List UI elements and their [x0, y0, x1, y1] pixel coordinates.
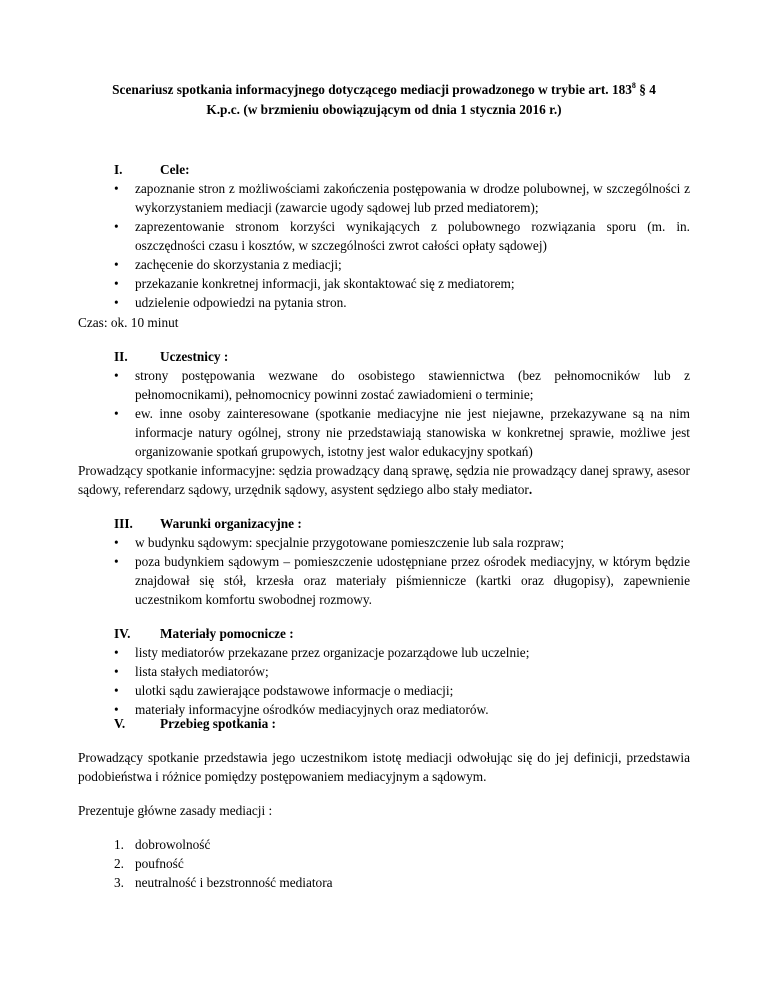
prowadzacy-text: Prowadzący spotkanie informacyjne: sędzia prowadzący daną sprawę, sędzia nie prowadzący danej sprawy, asesor sądowy, referendarz sądowy, urzędnik sądowy, asystent sędziego albo stały mediator. — [78, 463, 690, 497]
list-item: • materiały informacyjne ośrodków mediacyjnych oraz mediatorów. — [78, 700, 690, 719]
list-item: • poza budynkiem sądowym – pomieszczenie udostępniane przez ośrodek mediacyjny, w którym będzie znajdował się stół, krzesła oraz materiały piśmiennicze (kartki oraz długopisy), zapewnienie uczestnikom komfortu swobodnej rozmowy. — [78, 552, 690, 609]
list-item: • zaprezentowanie stronom korzyści wynikających z polubownego rozwiązania sporu (m. in. oszczędności czasu i kosztów, w szczególności zwrot całości opłaty sądowej) — [78, 217, 690, 255]
bullet-list — [78, 179, 690, 312]
section-title: Cele: — [160, 162, 190, 177]
document-title — [78, 80, 690, 120]
section-warunki — [78, 514, 690, 609]
section-number: I. — [114, 162, 123, 177]
title-superscript: 8 — [631, 81, 636, 90]
zasady-intro-text: Prezentuje główne zasady mediacji : — [78, 803, 273, 818]
section-title: Materiały pomocnicze : — [160, 626, 294, 641]
section-heading — [78, 714, 690, 733]
list-item: 1. dobrowolność — [114, 837, 211, 852]
list-item: • przekazanie konkretnej informacji, jak skontaktować się z mediatorem; — [78, 274, 690, 293]
list-item: • w budynku sądowym: specjalnie przygotowane pomieszczenie lub sala rozpraw; — [78, 533, 690, 552]
section-number: III. — [114, 516, 133, 531]
list-item: • udzielenie odpowiedzi na pytania stron. — [78, 293, 690, 312]
list-item: • ew. inne osoby zainteresowane (spotkanie mediacyjne nie jest niejawne, przekazywane są na nim informacje natury ogólnej, strony nie przedstawiają stanowiska w konkretnej sprawie, możliwe jest organizowanie spotkań grupowych, istotny jest walor edukacyjny spotkań) — [78, 404, 690, 461]
section-heading — [78, 624, 690, 643]
list-item: • lista stałych mediatorów; — [78, 662, 690, 681]
title-line-2: K.p.c. (w brzmieniu obowiązującym od dnia 1 stycznia 2016 r.) — [206, 102, 562, 117]
section-heading — [78, 160, 690, 179]
section-title: Warunki organizacyjne : — [160, 516, 302, 531]
section-number: V. — [114, 716, 126, 731]
title-line-1: Scenariusz spotkania informacyjnego dotyczącego mediacji prowadzonego w trybie art. $183^8$ § 4 — [112, 81, 656, 97]
section-title: Przebieg spotkania : — [160, 716, 276, 731]
czas-text: Czas: ok. 10 minut — [78, 315, 179, 330]
list-item: • strony postępowania wezwane do osobistego stawiennictwa (bez pełnomocników lub z pełnomocnikami), pełnomocnicy powinni zostać zawiadomieni o terminie; — [78, 366, 690, 404]
zasady-list — [78, 835, 690, 892]
bullet-list — [78, 533, 690, 609]
section-przebieg — [78, 714, 690, 733]
list-item: • zachęcenie do skorzystania z mediacji; — [78, 255, 690, 274]
section-materialy — [78, 624, 690, 719]
section-number: II. — [114, 349, 128, 364]
section-number: IV. — [114, 626, 131, 641]
section-heading — [78, 347, 690, 366]
list-item: • listy mediatorów przekazane przez organizacje pozarządowe lub uczelnie; — [78, 643, 690, 662]
list-item: • zapoznanie stron z możliwościami zakończenia postępowania w drodze polubownej, w szczególności z wykorzystaniem mediacji (zawarcie ugody sądowej lub przed mediatorem); — [78, 179, 690, 217]
section-cele — [78, 160, 690, 312]
list-item: • ulotki sądu zawierające podstawowe informacje o mediacji; — [78, 681, 690, 700]
bullet-list — [78, 643, 690, 719]
section-heading — [78, 514, 690, 533]
przebieg-intro-text: Prowadzący spotkanie przedstawia jego uczestnikom istotę mediacji odwołując się do jej definicji, przedstawia podobieństwa i różnice pomiędzy postępowaniem mediacyjnym a sądowym. — [78, 750, 690, 784]
section-uczestnicy — [78, 347, 690, 461]
list-item: 3. neutralność i bezstronność mediatora — [114, 875, 333, 890]
bullet-list — [78, 366, 690, 461]
section-title: Uczestnicy : — [160, 349, 229, 364]
list-item: 2. poufność — [114, 856, 184, 871]
